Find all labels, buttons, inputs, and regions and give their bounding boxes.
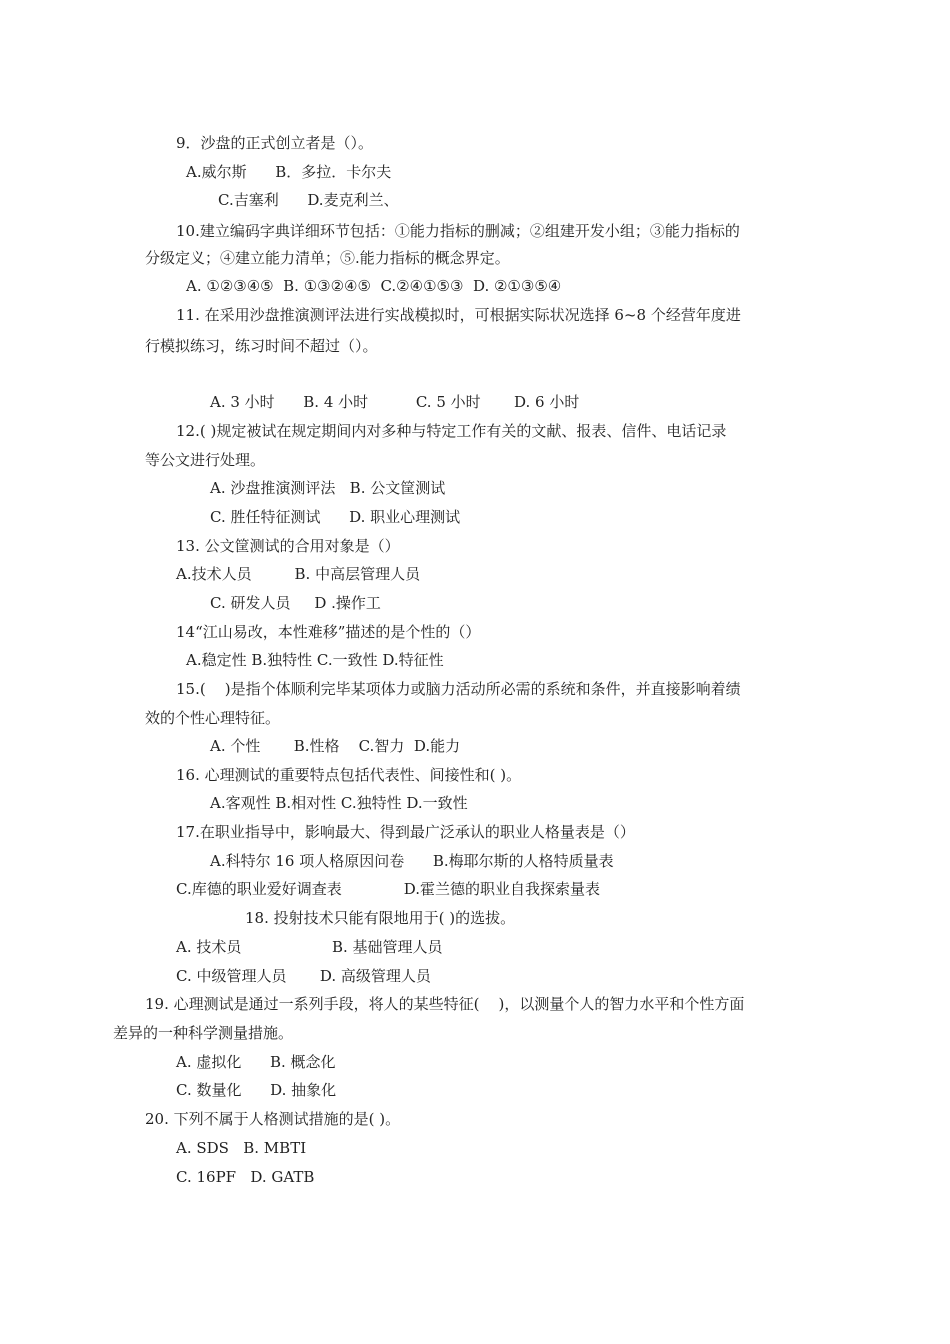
question-16-stem: 16. 心理测试的重要特点包括代表性、间接性和( )。 <box>176 766 522 784</box>
question-9-options-ab: A.威尔斯 B．多拉．卡尔夫 <box>186 163 392 181</box>
question-13-options-ab: A.技术人员 B. 中高层管理人员 <box>176 565 421 583</box>
question-18-options-cd: C. 中级管理人员 D. 高级管理人员 <box>176 967 431 985</box>
question-13-options-cd: C. 研发人员 D .操作工 <box>210 594 381 612</box>
question-20-options-ab: A. SDS B. MBTI <box>176 1139 307 1157</box>
question-15-stem-cont: 效的个性心理特征。 <box>145 709 281 727</box>
question-19-options-ab: A. 虚拟化 B. 概念化 <box>176 1053 336 1071</box>
question-20-options-cd: C. 16PF D. GATB <box>176 1168 315 1186</box>
question-20-stem: 20. 下列不属于人格测试措施的是( )。 <box>145 1110 401 1128</box>
question-13-stem: 13. 公文筐测试的合用对象是（） <box>176 537 400 555</box>
question-18-stem: 18. 投射技术只能有限地用于( )的选拔。 <box>245 909 516 927</box>
question-17-options-ab: A.科特尔 16 项人格原因问卷 B.梅耶尔斯的人格特质量表 <box>210 852 614 870</box>
question-19-options-cd: C. 数量化 D. 抽象化 <box>176 1081 337 1099</box>
question-11-options: A. 3 小时 B. 4 小时 C. 5 小时 D. 6 小时 <box>210 393 580 411</box>
question-9-stem: 9．沙盘的正式创立者是（）。 <box>176 134 374 152</box>
question-18-options-ab: A. 技术员 B. 基础管理人员 <box>176 938 443 956</box>
question-17-options-cd: C.库德的职业爱好调查表 D.霍兰德的职业自我探索量表 <box>176 880 600 898</box>
question-19-stem-cont: 差异的一种科学测量措施。 <box>113 1024 294 1042</box>
question-10-stem-cont: 分级定义；④建立能力清单；⑤.能力指标的概念界定。 <box>145 249 510 267</box>
question-11-stem: 11. 在采用沙盘推演测评法进行实战模拟时，可根据实际状况选择 6~8 个经营年度进 <box>176 306 741 324</box>
question-15-stem: 15.( )是指个体顺利完毕某项体力或脑力活动所必需的系统和条件，并直接影响着绩 <box>176 680 741 698</box>
question-12-stem-cont: 等公文进行处理。 <box>145 451 266 469</box>
question-14-options: A.稳定性 B.独特性 C.一致性 D.特征性 <box>186 651 444 669</box>
question-19-stem: 19. 心理测试是通过一系列手段，将人的某些特征( )，以测量个人的智力水平和个性方面 <box>145 995 745 1013</box>
question-10-stem: 10.建立编码字典详细环节包括：①能力指标的删减；②组建开发小组；③能力指标的 <box>176 222 740 240</box>
question-11-stem-cont: 行模拟练习，练习时间不超过（）。 <box>145 337 378 355</box>
question-16-options: A.客观性 B.相对性 C.独特性 D.一致性 <box>210 794 468 812</box>
question-17-stem: 17.在职业指导中，影响最大、得到最广泛承认的职业人格量表是（） <box>176 823 635 841</box>
question-12-stem: 12.( )规定被试在规定期间内对多种与特定工作有关的文献、报表、信件、电话记录 <box>176 422 727 440</box>
question-9-options-cd: C.吉塞利 D.麦克利兰、 <box>218 191 399 209</box>
question-15-options: A. 个性 B.性格 C.智力 D.能力 <box>210 737 461 755</box>
question-12-options-ab: A. 沙盘推演测评法 B. 公文筐测试 <box>210 479 446 497</box>
question-12-options-cd: C. 胜任特征测试 D. 职业心理测试 <box>210 508 461 526</box>
question-14-stem: 14“江山易改，本性难移”描述的是个性的（） <box>176 623 481 641</box>
question-10-options: A. ①②③④⑤ B. ①③②④⑤ C.②④①⑤③ D. ②①③⑤④ <box>186 277 562 295</box>
